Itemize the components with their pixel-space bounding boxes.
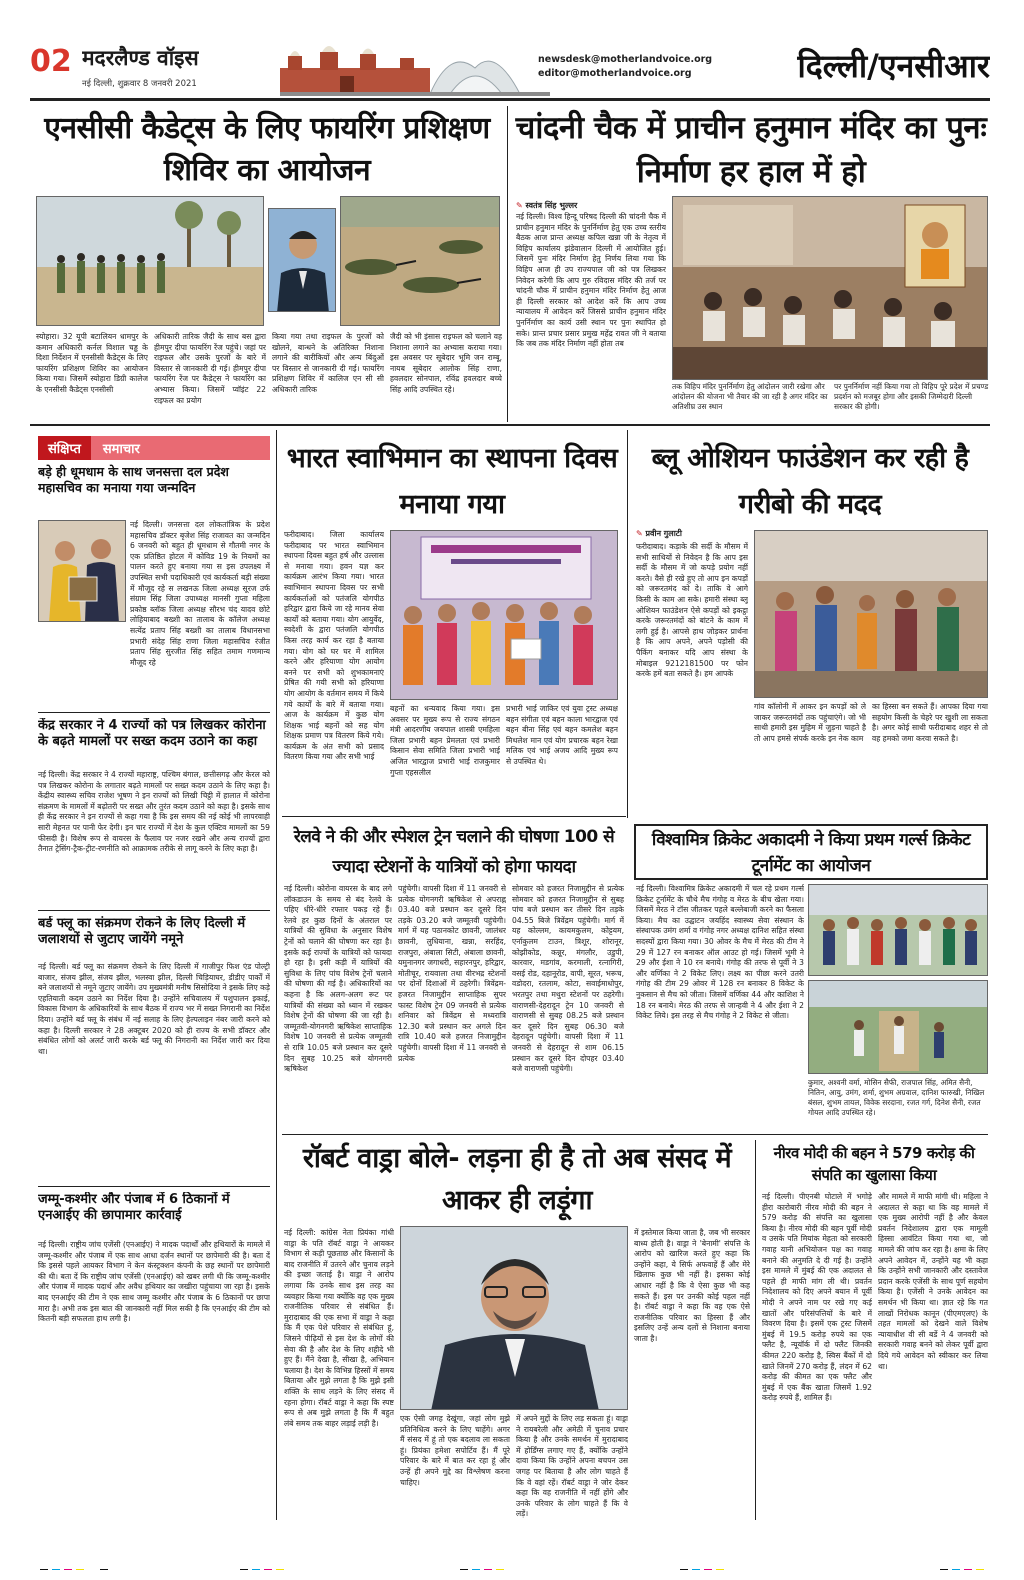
brief-headline-1: बड़े ही धूमधाम के साथ जनसत्ता दल प्रदेश महासचिव का मनाया गया जन्मदिन [38, 464, 229, 495]
cricket-headline: विश्वामित्र क्रिकेट अकादमी ने किया प्रथम गर्ल्स क्रिकेट टूर्नामेंट का आयोजन [651, 830, 971, 876]
ncc-photo-firing [340, 196, 500, 326]
temple-photo-meeting [672, 196, 988, 380]
monuments-illustration [280, 38, 550, 96]
brief-divider-1 [38, 712, 270, 713]
blue-ocean-col-3: का हिस्सा बन सकते हैं। आपका दिया गया सहयोग किसी के चेहरे पर खुशी ला सकता है। अगर कोई साथी फरीदाबाद शहर से तो वह हमको जमा करवा सकते है। [872, 702, 988, 743]
vadra-col-2: एक ऐसी जगह देखूंगा, जहां लोग मुझे प्रतिनिधित्व करने के लिए चाहेंगे। अगर मैं संसद में हूं तो एक बदलाव ला सकता हूं। प्रियंका हमेशा सपोर्टिव हैं। मैं पूरे परिवार के बारे में बात कर रहा हूं और उन्हें ही अपने मुद्दे का विश्लेषण करना चाहिए। [400, 1414, 510, 1487]
brief-text-1: नई दिल्ली। जनसत्ता दल लोकतांत्रिक के प्रदेश महासचिव डॉक्टर बृजेश सिंह राजावत का जन्मदिन 6 जनवरी को बहुत ही धूमधाम से गौतमी नगर के एक प्रतिष्ठित होटल में कोविड 19 के नियमों का पालन करते हुए बनाया गया स इस उपलक्ष्य में उपस्थित सभी पदाधिकारी एवं कार्यकर्ता बड़ी संख्या में मौजूद रहे स लखनऊ जिला अध्यक्ष सूरज उर्फ संग्राम सिंह जिला उपाध्यक्ष मानसी गुप्ता महिला प्रकोष्ठ ब्लॉक जिला अध्यक्ष सौरभ चंद यादव छोटे लोहियाबाद बख्शी का तालाब के कॉलेज अध्यक्ष सत्येंद्र प्रताप सिंह बख्शी का तालाब विधानसभा प्रभारी संदेह सिंह राणा जिला महासचिव रंजीत प्रताप सिंह सुरजीत सिंह सहित तमाम गणमान्य मौजूद रहे [130, 520, 270, 667]
brief-photo-birthday [38, 520, 126, 622]
ncc-col-4: जैदी को भी इंसास राइफल को चलाने वह निशाना लगाने का अभ्यास कराया गया। इस अवसर पर सूबेदार भूमि जन राम्बू, नायब सूबेदार आलोक सिंह राणा, हवलदार सोनपाल, रविंद्र हवलदार बच्चे सिंह आदि उपस्थित रहे। [390, 332, 502, 394]
pen-icon: ✎ [516, 201, 526, 210]
print-color-bar [40, 1562, 984, 1570]
brief-news-label [38, 436, 270, 460]
cricket-text: नई दिल्ली। विश्वामित्र क्रिकेट अकादमी में चल रहे प्रथम गर्ल्स क्रिकेट टूर्नामेंट के चौथे मैच गंगोह व मेरठ के बीच खेला गया। जिसमें मेरठ ने टॉस जीतकर पहले बल्लेबाजी करने का फैसला किया। मैच का उद्घाटन जयहिंद स्वास्थ्य सेवा संस्थान के संस्थापक उमंग शर्मा व गंगोह नगर अध्यक्ष दानिश सहित संस्था सदस्यों द्वारा किया गया। 30 ओवर के मैच में मेरठ की टीम ने 29 में 127 रन बनाकर ऑल आउट हो गई। जिसमें भूमी ने 29 और ईशा ने 10 रन बनाये। गंगोह की तरफ से पूर्वी ने 3 और वर्णिका ने 2 विकेट लिए। लक्ष्य का पीछा करने उतरी गंगोह की टीम 29 ओवर में 128 रन बनाकर 8 विकेट के नुकसान से मैच को जीता। जिसमें वर्णिका 44 और काशिश ने 18 रन बनाये। मेरठ की तरफ से जान्हवी ने 4 और ईशा ने 2 विकेट लिये। इस तरह से मैच गंगोह ने 2 विकेट से जीता। [636, 884, 804, 1021]
railway-col-2: पहुंचेगी। वापसी दिशा में 11 जनवरी से प्रत्येक योगनगरी ऋषिकेश से अपराह्न 03.40 बजे प्रस्थान कर दूसरे दिन तड़के 03.20 बजे जम्मूतवी पहुंचेगी। मार्ग में यह पठानकोट छावनी, जालंधर छावनी, लुधियाना, खन्ना, सरहिंद, राजपुरा, अंबाला सिटी, अंबाला छावनी, यमुनानगर जगाधरी, सहारनपुर, हरिद्वार, मोतीचूर, रायवाला तथा वीरभद्र स्टेशनों पर दोनों दिशाओं में ठहरेगी। त्रिवेंद्रम-हजरत निजामुद्दीन साप्ताहिक सुपर फास्ट विशेष ट्रेन 09 जनवरी से प्रत्येक शनिवार को त्रिवेंद्रम से मध्यरात्रि 12.30 बजे प्रस्थान कर अगले दिन रात्रि 10.40 बजे हजरत निजामुद्दीन पहुंचेगी। वापसी दिशा में 11 जनवरी से प्रत्येक [398, 884, 506, 1063]
ncc-photo-cadets [36, 196, 264, 326]
temple-headline: चांदनी चैक में प्राचीन हनुमान मंदिर का पुनः निर्माण हर हाल में हो [515, 110, 987, 190]
cricket-caption: कुमार, अश्वनी वर्मा, मोसिन सैफी, राजपाल सिंह, अमित सैनी, नितिन, आयु, उमंग, शर्मा, शुभम अग्रवाल, दानिश फारुखी, निखिल बंसल, शुभम तायल, विवेक सरदाना, रजत गर्ग, दिनेश सैनी, रजत गोयल आदि उपस्थित रहे। [808, 1078, 985, 1117]
vertical-divider-top [507, 106, 508, 422]
temple-byline: ✎ स्वतंत्र सिंह भुल्लर [516, 201, 578, 210]
brief-divider-2 [38, 910, 270, 911]
nirav-headline: नीरव मोदी की बहन ने 579 करोड़ की संपति का खुलासा किया [773, 1144, 975, 1184]
swabhiman-headline: भारत स्वाभिमान का स्थापना दिवस मनाया गया [286, 443, 618, 520]
horizontal-divider-3 [282, 1134, 988, 1135]
page-number: 02 [30, 44, 72, 79]
swabhiman-col-1: फरीदाबाद। जिला कार्यालय फरीदाबाद पर भारत स्वाभिमान स्थापना दिवस बहुत हर्ष और उल्लास से मनाया गया। हवन यज्ञ कर कार्यक्रम आरंभ किया गया। भारत स्वाभिमान स्थापना दिवस पर सभी कार्यकर्ताओं को पतंजलि योगपीठ हरिद्वार द्वारा किये जा रहे मानव सेवा कार्यों को बताया गया। योग आयुर्वेद, स्वदेशी के द्वारा पतंजलि योगपीठ किस तरह कार्य कर रहा है बताया गया। योग को घर घर में शामिल करने और हरियाणा योग आयोग बनने पर सभी को शुभकामनाएं प्रेषित की गयी सभी को हरियाणा योग आयोग के वर्तमान समय में किये गये कार्यों के बारे में बताया गया। आज के कार्यक्रम में कुछ योग शिक्षक भाई बहनों को सह योग शिक्षक प्रमाण पत्र वितरण किये गये। कार्यक्रम के अंत सभी को प्रसाद वितरण किया गया और सभी भाई [284, 530, 384, 762]
railway-headline: रेलवे ने की और स्पेशल ट्रेन चलाने की घोषणा 100 से ज्यादा स्टेशनों के यात्रियों को होगा फायदा [293, 827, 615, 877]
masthead-rule [30, 98, 990, 101]
brief-divider-3 [38, 1186, 270, 1187]
swabhiman-photo-group [390, 530, 618, 700]
brief-text-3: नई दिल्ली। बर्ड फ्लू का संक्रमण रोकने के लिए दिल्ली में गाजीपुर फिश एंड पोल्ट्री बाजार, संजय झील, संजय झील, भलस्वा झील, दिल्ली चिड़ियाघर, डीडीए पार्कों में बने जलाशयों से नमूने जुटाए जायेंगे। उप मुख्यमंत्री मनीष सिसोदिया ने इसके लिए कड़े एहतियाती कदम उठाने का निर्देश दिया है। उन्होंने सचिवालय में पशुपालन इकाई, विकास विभाग के अधिकारियों के साथ बैठक में राज्य भर में सख्त निगरानी का निर्देश दिया। उन्होंने बर्ड फ्लू के संबंध में नई सलाह के लिए हेल्पलाइन नंबर जारी करने को कहा है। दिल्ली सरकार ने 28 अक्टूबर 2020 को ही राज्य के सभी डॉक्टर और संबंधित लोगों को अलर्ट जारी करके बर्ड फ्लू की निगरानी का निर्देश जारी कर दिया था। [38, 962, 270, 1056]
paper-name: मदरलैण्ड वॉइस [82, 46, 199, 70]
brief-label-part2: समाचार [91, 436, 270, 460]
section-title: दिल्ली/एनसीआर [797, 47, 990, 85]
vadra-col-4: में इस्तेमाल किया जाता है, जब भी सरकार बाध्य होती है। वाड्रा ने 'बेनामी' संपत्ति के आरोप को खारिज करते हुए कहा कि उन्होंने कहा, ये सिर्फ अफवाहें हैं और मेरे खिलाफ कुछ भी नहीं है। इसका कोई आधार नहीं है कि वे ऐसा कुछ भी कह सकते हैं। इस पर उनकी कोई पहल नहीं है। रॉबर्ट वाड्रा ने कहा कि वह एक ऐसे राजनीतिक परिवार का हिस्सा हैं और इसलिए उन्हें अन्य दलों से निशाना बनाया जाता है। [634, 1228, 750, 1343]
brief-text-4: नई दिल्ली। राष्ट्रीय जांच एजेंसी (एनआईए) ने मादक पदार्थों और हथियारों के मामले में जम्मू-कश्मीर और पंजाब में एक साथ आधा दर्जन स्थानों पर छापेमारी की है। बता दें कि इससे पहले आयकर विभाग ने केन कंस्ट्रक्शन कंपनी के छह स्थानों पर छापेमारी की थी। बता दें कि राष्ट्रीय जांच एजेंसी (एनआईए) को खबर लगी थी कि जम्मू-कश्मीर और पंजाब में मादक पदार्थ और अवैध हथियार का जखीरा पहुंचाया जा रहा है। इसके बाद एनआईए की टीम ने एक साथ जम्मू कश्मीर और पंजाब के 6 ठिकानों पर छापा मारा है। अभी तक इस बात की जानकारी नहीं मिल सकी है कि एनआईए की टीम को कितनी बड़ी सफलता हाथ लगी है। [38, 1240, 270, 1324]
swabhiman-col-2: बहनों का धन्यवाद किया गया। इस अवसर पर मुख्य रूप से राज्य संगठन मंत्री आदरणीय जयपाल शास्त्री एमहिला जिला प्रभारी बहन प्रेमलता एवं प्रभारी किसान सेवा समिति जिला प्रभारी भाई अजित भारद्वाज प्रभारी भाई राजकुमार गुप्ता एहसलील [390, 704, 500, 777]
vadra-headline: रॉबर्ट वाड्रा बोले- लड़ना ही है तो अब संसद में आकर ही लड़ूंगा [302, 1143, 732, 1216]
temple-caption-1: तक विहिप मंदिर पुनर्निर्माण हेतु आंदोलन जारी रखेगा और आंदोलन की योजना भी तैयार की जा रही है अगर मंदिर का अतिशीघ्र उस स्थान [672, 382, 828, 411]
vadra-photo [400, 1226, 628, 1410]
ncc-col-1: स्योहारा। 32 यूपी बटालियन धामपुर के कमान अधिकारी कर्नल विशाल चड्ढ के दिशा निर्देशन में एनसीसी कैडेट्स के लिए फायरिंग प्रशिक्षण शिविर का आयोजन किया गया। जिसमें स्योहारा डिग्री कालेज के एनसीसी कैडेट्स एनसीसी [36, 332, 148, 394]
horizontal-divider-2 [282, 816, 626, 817]
vertical-divider-bottom [755, 1140, 756, 1520]
blue-ocean-col-1: फरीदाबाद। कड़ाके की सर्दी के मौसम में सभी साथियों से निवेदन है कि आप इस सर्दी के मौसम में जो कपड़े प्रयोग नहीं करते। वैसे ही रखे हुए तो आप इन कपड़ों को जरूरतमंद को दे। ताकि वे आगे किसी के काम आ सके। हमारी संस्था ब्लू ओशियन फाउंडेशन ऐसे कपड़ों को इकट्ठा करके जरूरतमंदों को बांटने के काम में लगी हुई है। आपसे हाथ जोड़कर प्रार्थना है कि आप अपने, अपने पड़ोसी की पैकिंग बनाकर यदि आप संस्था के मोबाइल 9212181500 पर फोन करके हमें बता सकते है। हम आपके [636, 542, 748, 679]
email-editor[interactable]: editor@motherlandvoice.org [538, 68, 692, 79]
temple-caption-2: पर पुनर्निर्माण नहीं किया गया तो विहिप पूरे प्रदेश में प्रचण्ड प्रदर्शन को मजबूर होगा और इसकी जिम्मेदारी दिल्ली सरकार की होगी। [834, 382, 989, 411]
dateline: नई दिल्ली, शुक्रवार 8 जनवरी 2021 [82, 79, 197, 89]
blue-ocean-col-2: गांव कॉलोनी में आकर इन कपड़ों को ले जाकर जरूरतमंदों तक पहुंचाएंगे। जो भी साथी हमारी इस मुहिम में जुड़ना चाहते है तो आप हमसे संपर्क करके इन नेक काम [754, 702, 866, 743]
brief-label-part1: संक्षिप्त [38, 436, 91, 460]
vadra-col-1: नई दिल्ली: कांग्रेस नेता प्रियंका गांधी वाड्रा के पति रॉबर्ट वाड्रा ने आयकर विभाग से कड़ी पूछताछ और किसानों के बाद राजनीति में उतरने और चुनाव लड़ने की इच्छा जताई है। वाड्रा ने आरोप लगाया कि उनके साथ इस तरह का व्यवहार किया गया क्योंकि वह एक मुख्य राजनीतिक परिवार से संबंधित हैं। मुरादाबाद की एक सभा में वाड्रा ने कहा कि मैं एक पेशे परिवार से संबंधित हूं, जिसने पीढ़ियों से इस देश के लोगों की सेवा की है और देश के लिए शहीदे भी हुए हैं। मैंने देखा है, सीखा है, अभियान चलाया है। देश के विभिन्न हिस्सों में समय बिताया और मुझे लगता है कि मुझे इसी शक्ति के साथ लड़ने के लिए संसद में रहना होगा। रॉबर्ट वाड्रा ने कहा कि स्पष्ट रूप से अब मुझे लगता है कि मैं बहुत लंबे समय तक बाहर लड़ाई लड़ी है। [284, 1228, 394, 1428]
masthead [30, 38, 990, 96]
blue-ocean-photo [754, 530, 988, 698]
cricket-headline-box [634, 824, 988, 880]
vadra-col-3: में अपने मुद्दों के लिए लड़ सकता हूं। वाड्रा ने रायबरेली और अमेठी में चुनाव प्रचार किया है और उनके समर्थन में मुरादाबाद में होर्डिंग्स लगाए गए हैं, क्योंकि उन्होंने दावा किया कि उन्होंने अपना बचपन उस जगह पर बिताया है और लोग चाहते हैं कि वे वहां रहें। रॉबर्ट वाड्रा ने जोर देकर कहा कि वह राजनीति में नहीं होंगे और उनके परिवार के लोग चाहते हैं कि वे लड़ें। [516, 1414, 628, 1519]
blue-ocean-byline: ✎ प्रवीन गुलाटी [636, 529, 682, 538]
horizontal-divider-1 [30, 424, 990, 426]
cricket-photo-match [808, 980, 988, 1074]
ncc-col-3: किया गया तथा राइफल के पुरजों को खोलने, बान्धने के अतिरिक्त निशाना लगाने की बारीकियों और अन्य बिंदुओं पर विस्तार से जानकारी दी गई। फायरिंग प्रशिक्षण शिविर में कालिज एन सी सी अधिकारी तारिक [272, 332, 384, 394]
brief-headline-4: जम्मू-कश्मीर और पंजाब में 6 ठिकानों में एनआईए की छापामार कार्रवाई [38, 1192, 230, 1224]
brief-headline-3: बर्ड फ्लू का संक्रमण रोकने के लिए दिल्ली में जलाशयों से जुटाए जायेंगे नमूने [38, 916, 246, 948]
swabhiman-col-3: प्रभारी भाई जाकिर एवं युवा ट्रस्ट अध्यक्ष बहन संगीता एवं बहन काला भारद्वाज एवं बहन बीना सिंह एवं बहन कमलेश बहन मिथलेश मान एवं योग प्रचारक बहन रेखा मलिक एवं भाई अजय आदि मुख्य रूप से उपस्थित थे। [506, 704, 618, 766]
brief-headline-2: केंद्र सरकार ने 4 राज्यों को पत्र लिखकर कोरोना के बढ़ते मामलों पर सख्त कदम उठाने का कहा [38, 718, 266, 750]
pen-icon: ✎ [636, 529, 646, 538]
ncc-photo-officer [268, 208, 336, 312]
railway-col-1: नई दिल्ली। कोरोना वायरस के बाद लगे लॉकडाउन के समय से बंद रेलवे के पहिए धीरे-धीरे रफ्तार पकड़ रहे हैं। रेलवे हर कुछ दिनों के अंतराल पर यात्रियों की सुविधा के अनुसार विशेष ट्रेनों को चलाने की घोषणा कर रहा है। इसके कई राज्यों के यात्रियों को फायदा हो रहा है। इसी कड़ी में यात्रियों की सुविधा के लिए पांच विशेष ट्रेनों चलाने की घोषणा की गई है। अधिकारियों का कहना है कि अलग-अलग रूट पर यात्रियों की संख्या को ध्यान में रखकर विशेष ट्रेनों की घोषणा की जा रही है। जम्मूतवी-योगनगरी ऋषिकेश साप्ताहिक विशेष 10 जनवरी से प्रत्येक जम्मूतवी से रात्रि 10.05 बजे प्रस्थान कर दूसरे दिन सुबह 10.25 बजे योगनगरी ऋषिकेश [284, 884, 392, 1074]
nirav-col-2: और मामले में माफी मांगी थी। महिला ने अदालत से कहा था कि वह मामले में एक मुख्य आरोपी नहीं है और केवल प्रवर्तन निदेशालय द्वारा एक मामूली हिस्सा आवंटित किया गया था, जो मामले की जांच कर रहा है। क्षमा के लिए अपने आवेदन में, उन्होंने यह भी कहा कि उन्होंने सभी जानकारी और दस्तावेज प्रदान करके एजेंसी के साथ पूर्ण सहयोग किया है। एजेंसी ने उनके आवेदन का समर्थन भी किया था। ज्ञात रहे कि गत लाखों निरोधक कानून (पीएमएलए) के तहत मामलों को देखने वाले विशेष न्यायाधीश वी सी बर्डे ने 4 जनवरी को सरकारी गवाह बनने को लेकर पूर्वी द्वारा दिये गये आवेदन को स्वीकार कर लिया था। [878, 1192, 988, 1371]
cricket-photo-group [808, 884, 988, 976]
blue-ocean-headline: ब्लू ओशियन फाउंडेशन कर रही है गरीबो की मदद [651, 443, 969, 520]
email-newsdesk[interactable]: newsdesk@motherlandvoice.org [538, 54, 713, 65]
temple-text: नई दिल्ली। विश्व हिन्दू परिषद दिल्ली की चांदनी चैक में प्राचीन हनुमान मंदिर के पुनर्निर्माण हेतु एक उच्च स्तरीय बैठक आज प्रान्त अध्यक्ष कपिल खन्ना जी के नेतृत्व में विहिप कार्यालय झंडेवालान दिल्ली में आयोजित हुई। जिसमें पुनः मंदिर निर्माण हेतु निर्णय लिया गया कि विहिप आज ही उप राज्यपाल जी को पत्र लिखकर निवेदन करेगी कि आप गुरु रविदास मंदिर की तर्ज पर चांदनी चौक में प्राचीन हनुमान मंदिर निर्माण हेतु आज ही दिल्ली सरकार को आदेश करें कि आप उच्च न्यायालय में आवेदन करें जिससे प्राचीन हनुमान मंदिर पुनर्निर्माण का कार्य उसी स्थान पर पुनः स्थापित हो सके। प्रान्त प्रचार प्रसार प्रमुख महेंद्र रावत जी ने बताया कि जब तक मंदिर निर्माण नहीं होता तब [516, 212, 666, 349]
brief-text-2: नई दिल्ली। केंद्र सरकार ने 4 राज्यों महाराष्ट्र, पश्चिम बंगाल, छत्तीसगढ़ और केरल को पत्र लिखकर कोरोना के लगातार बढ़ते मामलों पर सख्त कदम उठाने के लिए कहा है। केंद्रीय स्वास्थ्य सचिव राजेश भूषण ने इन राज्यों को लिखी चिट्ठी में हालात में कोरोना संक्रमण के मामलों में बढ़ोतरी पर सख्त और तुरंत कदम उठाने को कहा है। इसके साथ ही केंद्र सरकार ने इन राज्यों से कहा गया है कि इस समय की नई कोई भी लापरवाही सारी मेहनत पर पानी फेर देगी। इन चार राज्यों में देश के कुल एक्टिव मामलों का 59 फीसदी है। विशेष रूप से वायरस के फैलाव पर नजर रखने और अन्य राज्यों द्वारा तैनात ट्रेसिंग-ट्रैक-ट्रीट-रणनीति को आक्रामक तरीके से लागू करने के लिए कहा है। [38, 770, 270, 854]
railway-col-3: सोमवार को हजरत निजामुद्दीन से प्रत्येक सोमवार को हजरत निजामुद्दीन से सुबह पांच बजे प्रस्थान कर तीसरे दिन तड़के 04.55 बिजे त्रिवेंद्रम पहुंचेगी। मार्ग में यह कोल्लम, कायमकुलम, कोट्टयम, एर्नाकुलम टाउन, त्रिशूर, शोरानूर, कोझीकोड, कन्नूर, मंगलौर, उडुपी, कारवार, मडगांव, करमाली, रत्नागिरी, वसई रोड, दहानूरोड, वापी, सूरत, भरूच, वडोदरा, रतलाम, कोटा, सवाईमाधोपुर, भरतपुर तथा मथुरा स्टेशनों पर ठहरेगी। वाराणसी-देहरादून ट्रेन 10 जनवरी से वाराणसी से सुबह 08.25 बजे प्रस्थान कर दूसरे दिन सुबह 06.30 बजे देहरादून पहुंचेगी। वापसी दिशा में 11 जनवरी से देहरादून से शाम 06.15 प्रस्थान कर दूसरे दिन दोपहर 03.40 बजे वाराणसी पहुंचेगी। [512, 884, 624, 1074]
ncc-col-2: अधिकारी तारिक जैदी के साथ बस द्वारा हीमपुर दीपा फायरिंग रेंज पहुंचे। जहां पर राइफल और उसके पुरजों के बारे में विस्तार से जानकारी दी गई। हीमपुर दीपा फायरिंग रेंज पर कैडेट्स ने फायरिंग का अभ्यास किया। जिसमें प्वॉइंट 22 राइफल का प्रयोग [154, 332, 266, 405]
nirav-col-1: नई दिल्ली। पीएनबी घोटाले में भगोड़े हीरा कारोबारी नीरव मोदी की बहन ने 579 करोड़ की संपत्ति का खुलासा किया है। नीरव मोदी की बहन पूर्वी मोदी व उसके पति मियांक मेहता को सरकारी गवाह यानी अभियोजन पक्ष का गवाह बनाने की अनुमति दे दी गई है। उन्होंने इस मामले में मुंबई की एक अदालत से पहले ही माफी मांग ली थी। प्रवर्तन निदेशालय को दिए अपने बयान में पूर्वी मोदी ने अपने नाम पर रखे गए कई खातों और परिसंपत्तियों के बारे में विवरण दिया है। इसमें एक ट्रस्ट जिसमें मुंबई में 19.5 करोड़ रुपये का एक फ्लैट है, न्यूयॉर्क में दो फ्लैट जिनकी कीमत 220 करोड़ है, स्विस बैंकों में दो खाते जिनमें 270 करोड़ हैं, लंदन में 62 करोड़ की कीमत का एक फ्लैट और मुंबई में एक बैंक खाता जिसमें 1.92 करोड़ रुपये हैं, शामिल हैं। [762, 1192, 872, 1403]
vertical-divider-left [276, 430, 277, 1520]
vertical-divider-mid [627, 430, 628, 818]
ncc-headline: एनसीसी कैडेट्स के लिए फायरिंग प्रशिक्षण शिविर का आयोजन [44, 111, 490, 188]
